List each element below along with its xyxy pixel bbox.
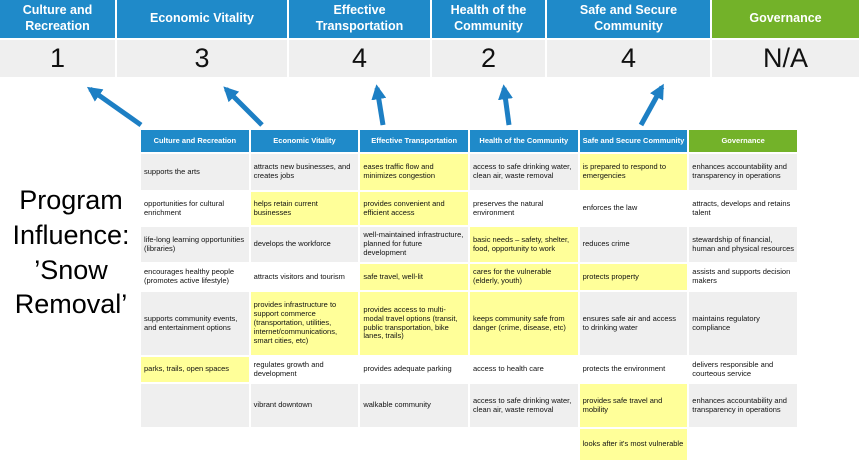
- matrix-cell-highlighted: parks, trails, open spaces: [141, 357, 249, 382]
- title-line: Removal’: [14, 289, 128, 320]
- matrix-cell: attracts visitors and tourism: [251, 264, 359, 290]
- matrix-header: [141, 130, 797, 152]
- scoreboard-header-cell: Culture and Recreation: [0, 0, 115, 38]
- matrix-cell-highlighted: protects property: [580, 264, 688, 290]
- matrix-cell-highlighted: eases traffic flow and minimizes congestion: [360, 154, 468, 190]
- matrix-row: [141, 357, 797, 382]
- matrix-cell-highlighted: safe travel, well-lit: [360, 264, 468, 290]
- matrix-row: [141, 192, 797, 225]
- matrix-cell: well-maintained infrastructure, planned for future development: [360, 227, 468, 262]
- matrix-cell: maintains regulatory compliance: [689, 292, 797, 355]
- matrix-cell: access to health care: [470, 357, 578, 382]
- matrix-cell: attracts, develops and retains talent: [689, 192, 797, 225]
- matrix-cell: [251, 429, 359, 460]
- matrix-cell-highlighted: cares for the vulnerable (elderly, youth): [470, 264, 578, 290]
- title-line: ’Snow: [34, 254, 108, 285]
- slide-title: [0, 183, 142, 322]
- scoreboard-header-cell: Governance: [712, 0, 859, 38]
- matrix-cell: enhances accountability and transparency in operations: [689, 384, 797, 427]
- matrix-row: [141, 292, 797, 355]
- influence-matrix: [139, 128, 799, 462]
- matrix-cell: develops the workforce: [251, 227, 359, 262]
- matrix-cell-highlighted: keeps community safe from danger (crime, disease, etc): [470, 292, 578, 355]
- score-value: 1: [0, 40, 115, 77]
- matrix-cell: preserves the natural environment: [470, 192, 578, 225]
- matrix-header-cell: Effective Transportation: [360, 130, 468, 152]
- matrix-cell: stewardship of financial, human and physical resources: [689, 227, 797, 262]
- matrix-cell: [470, 429, 578, 460]
- matrix-row: [141, 384, 797, 427]
- matrix-cell: supports the arts: [141, 154, 249, 190]
- matrix-cell-highlighted: provides infrastructure to support commerce (transportation, utilities, internet/communications, smart cities, etc): [251, 292, 359, 355]
- matrix-cell: attracts new businesses, and creates jobs: [251, 154, 359, 190]
- matrix-cell: enforces the law: [580, 192, 688, 225]
- matrix-header-cell: Health of the Community: [470, 130, 578, 152]
- score-value: 4: [289, 40, 430, 77]
- matrix-cell: walkable community: [360, 384, 468, 427]
- matrix-cell: life-long learning opportunities (libraries): [141, 227, 249, 262]
- scoreboard-header-cell: Effective Transportation: [289, 0, 430, 38]
- matrix-cell-highlighted: helps retain current businesses: [251, 192, 359, 225]
- up-arrow-icon: [90, 89, 141, 125]
- score-value: 3: [117, 40, 287, 77]
- scoreboard-header-cell: Health of the Community: [432, 0, 545, 38]
- title-line: Influence:: [12, 219, 130, 250]
- matrix-cell: ensures safe air and access to drinking water: [580, 292, 688, 355]
- matrix-cell: protects the environment: [580, 357, 688, 382]
- score-value: N/A: [712, 40, 859, 77]
- scoreboard-header-cell: Safe and Secure Community: [547, 0, 710, 38]
- matrix-cell: delivers responsible and courteous service: [689, 357, 797, 382]
- matrix-header-cell: Culture and Recreation: [141, 130, 249, 152]
- matrix-cell: supports community events, and entertainment options: [141, 292, 249, 355]
- matrix-cell: reduces crime: [580, 227, 688, 262]
- matrix-cell: [360, 429, 468, 460]
- score-arrows: [0, 76, 859, 130]
- scoreboard-header-row: [0, 0, 859, 38]
- title-line: Program: [19, 185, 123, 215]
- matrix-row: [141, 227, 797, 262]
- matrix-cell: vibrant downtown: [251, 384, 359, 427]
- up-arrow-icon: [226, 89, 262, 125]
- matrix-cell: access to safe drinking water, clean air, waste removal: [470, 384, 578, 427]
- score-value: 4: [547, 40, 710, 77]
- matrix-cell: encourages healthy people (promotes active lifestyle): [141, 264, 249, 290]
- matrix-cell-highlighted: provides access to multi-modal travel options (transit, public transportation, bike lanes, trails): [360, 292, 468, 355]
- matrix-cell: opportunities for cultural enrichment: [141, 192, 249, 225]
- matrix-cell: [689, 429, 797, 460]
- matrix-header-cell: Governance: [689, 130, 797, 152]
- scoreboard-score-row: [0, 40, 859, 77]
- matrix-cell: regulates growth and development: [251, 357, 359, 382]
- up-arrow-icon: [504, 88, 509, 125]
- matrix-row: [141, 429, 797, 460]
- matrix-row: [141, 154, 797, 190]
- matrix-cell: provides adequate parking: [360, 357, 468, 382]
- scoreboard-header-cell: Economic Vitality: [117, 0, 287, 38]
- matrix-header-cell: Safe and Secure Community: [580, 130, 688, 152]
- up-arrow-icon: [377, 88, 383, 125]
- up-arrow-icon: [641, 87, 662, 125]
- matrix-cell: [141, 384, 249, 427]
- matrix-cell-highlighted: looks after it's most vulnerable: [580, 429, 688, 460]
- matrix-cell-highlighted: provides safe travel and mobility: [580, 384, 688, 427]
- matrix-cell-highlighted: basic needs – safety, shelter, food, opportunity to work: [470, 227, 578, 262]
- matrix-cell-highlighted: provides convenient and efficient access: [360, 192, 468, 225]
- matrix-cell: enhances accountability and transparency in operations: [689, 154, 797, 190]
- matrix-cell: access to safe drinking water, clean air, waste removal: [470, 154, 578, 190]
- matrix-cell-highlighted: is prepared to respond to emergencies: [580, 154, 688, 190]
- matrix-cell: [141, 429, 249, 460]
- matrix-row: [141, 264, 797, 290]
- matrix-cell: assists and supports decision makers: [689, 264, 797, 290]
- score-value: 2: [432, 40, 545, 77]
- matrix-header-cell: Economic Vitality: [251, 130, 359, 152]
